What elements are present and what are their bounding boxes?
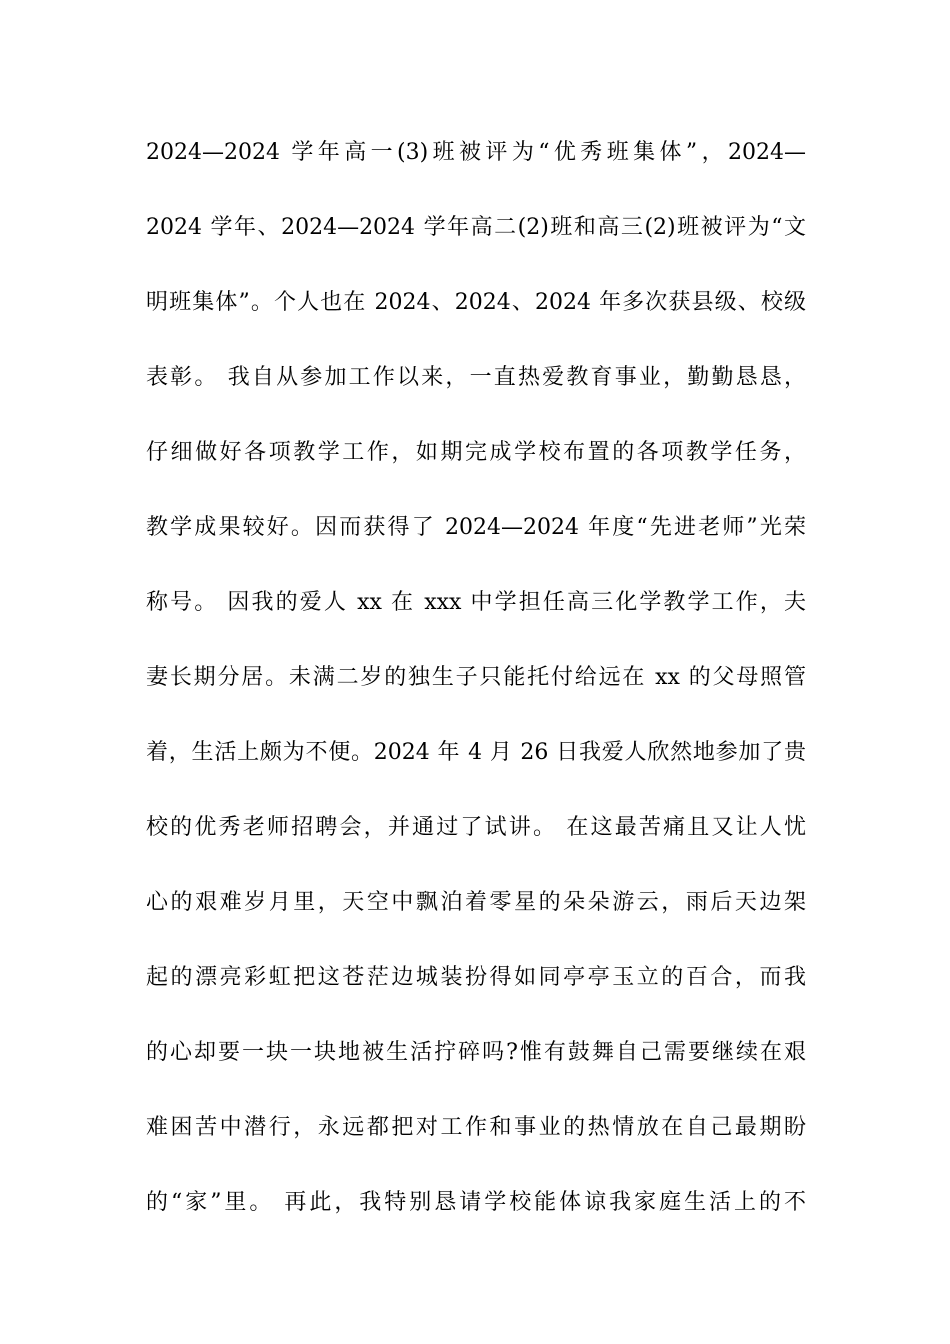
text-line: 2024—2024 学年高一(3)班被评为“优秀班集体”，2024— [146, 140, 806, 165]
text-line: 仔细做好各项教学工作，如期完成学校布置的各项教学任务， [146, 440, 806, 465]
text-line: 起的漂亮彩虹把这苍茫边城装扮得如同亭亭玉立的百合，而我 [146, 965, 806, 990]
text-line: 教学成果较好。因而获得了 2024—2024 年度“先进老师”光荣 [146, 515, 806, 540]
body-text [146, 130, 806, 1255]
text-line: 2024 学年、2024—2024 学年高二(2)班和高三(2)班被评为“文 [146, 215, 806, 240]
text-line: 表彰。 我自从参加工作以来，一直热爱教育事业，勤勤恳恳， [146, 365, 806, 390]
text-line: 校的优秀老师招聘会，并通过了试讲。 在这最苦痛且又让人忧 [146, 815, 806, 840]
text-line: 难困苦中潜行，永远都把对工作和事业的热情放在自己最期盼 [146, 1115, 806, 1140]
text-line: 着，生活上颇为不便。2024 年 4 月 26 日我爱人欣然地参加了贵 [146, 740, 806, 765]
text-line: 称号。 因我的爱人 xx 在 xxx 中学担任高三化学教学工作，夫 [146, 590, 806, 615]
text-line: 的“家”里。 再此，我特别恳请学校能体谅我家庭生活上的不 [146, 1190, 806, 1215]
text-line: 的心却要一块一块地被生活拧碎吗?惟有鼓舞自己需要继续在艰 [146, 1040, 806, 1065]
text-line: 明班集体”。个人也在 2024、2024、2024 年多次获县级、校级 [146, 290, 806, 315]
text-line: 妻长期分居。未满二岁的独生子只能托付给远在 xx 的父母照管 [146, 665, 806, 690]
text-line: 心的艰难岁月里，天空中飘泊着零星的朵朵游云，雨后天边架 [146, 890, 806, 915]
